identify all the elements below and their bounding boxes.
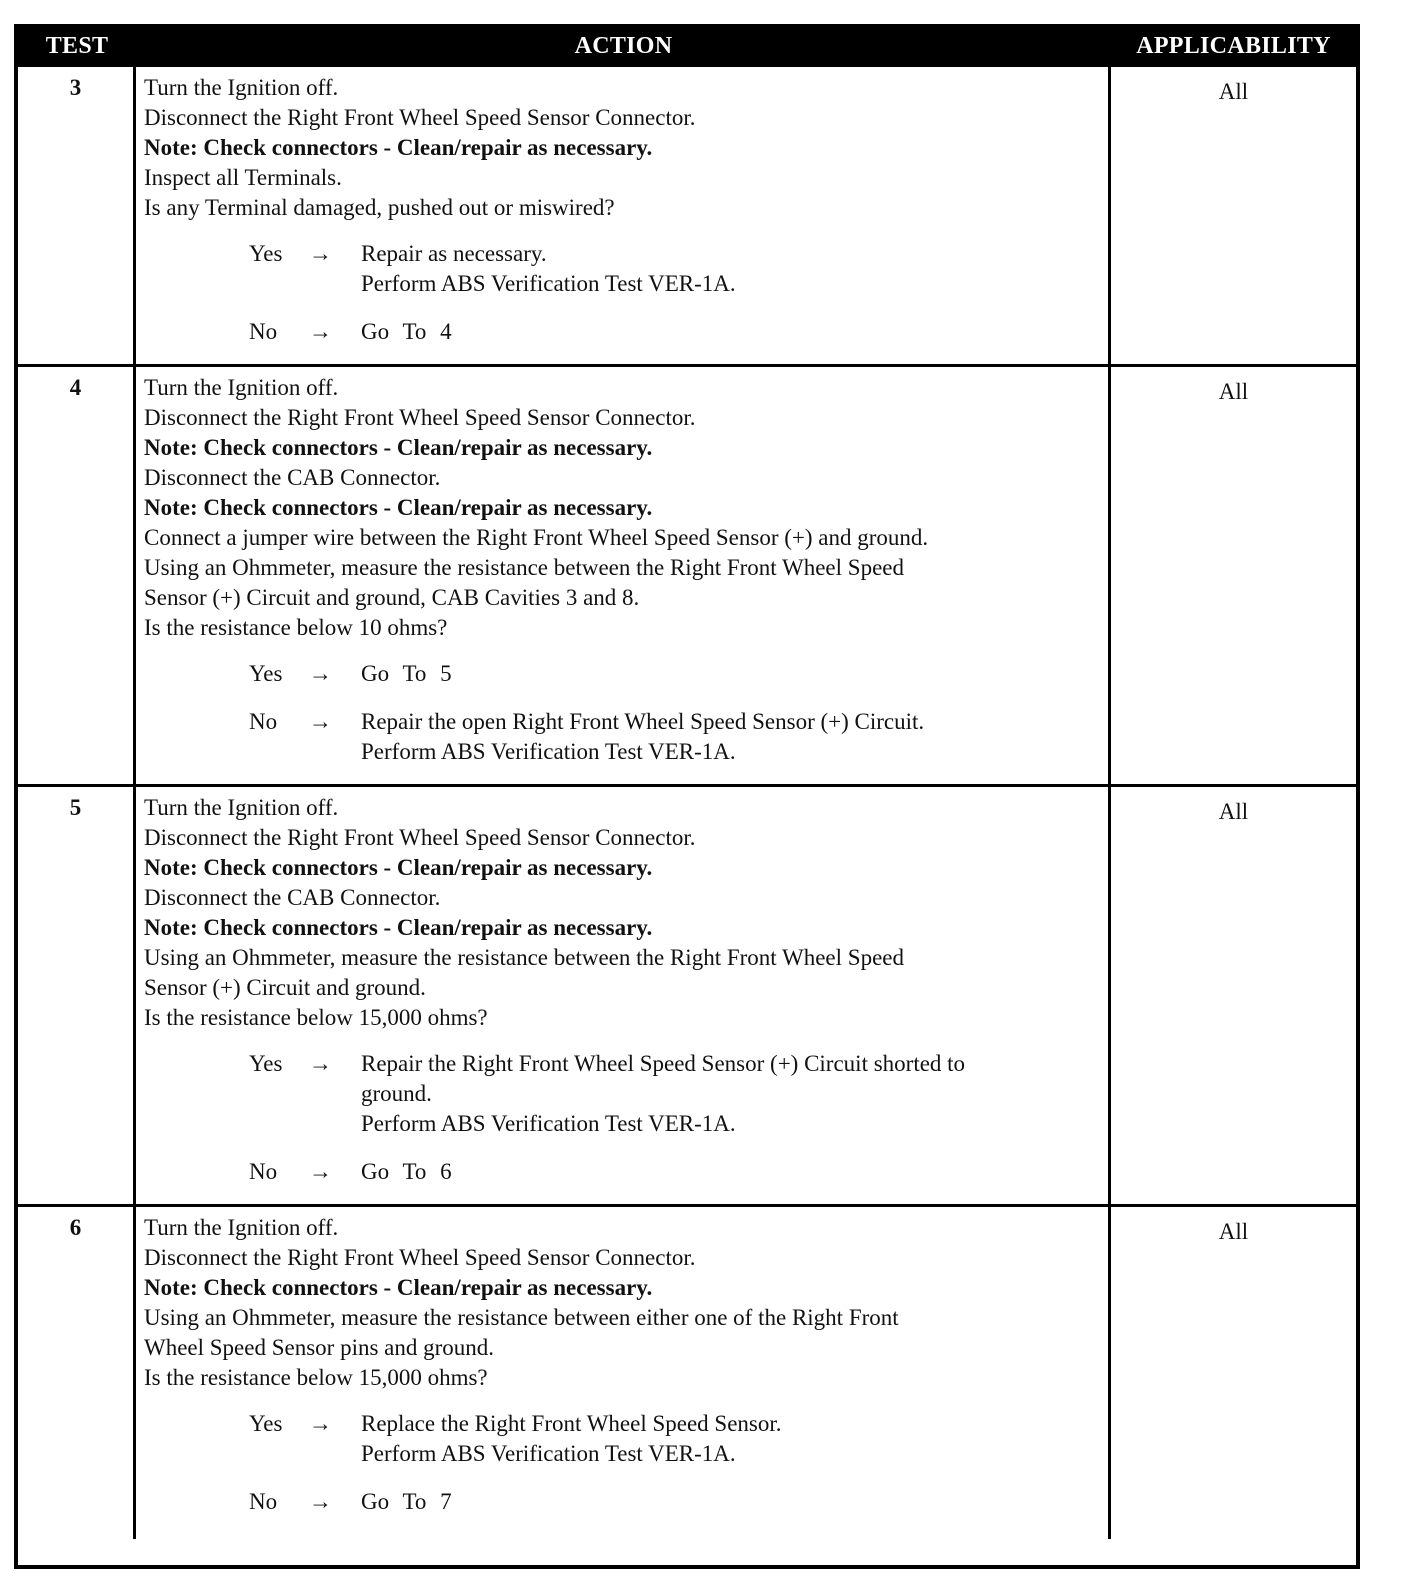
arrow-right-icon: →	[309, 1489, 332, 1514]
arrow-right-icon: →	[309, 709, 332, 734]
answer-label: No	[249, 709, 278, 734]
yes-choice	[249, 1409, 1100, 1469]
result-text	[361, 659, 452, 689]
test-number: 5	[18, 787, 136, 1204]
result-line: Go To 5	[361, 661, 452, 686]
no-choice	[249, 707, 1100, 767]
applicability-cell: All	[1218, 1219, 1249, 1244]
yes-choice	[249, 1049, 1100, 1139]
result-line: Go To 6	[361, 1159, 452, 1184]
answer-label: Yes	[249, 1051, 283, 1076]
note-line: Note: Check connectors - Clean/repair as necessary.	[144, 435, 653, 460]
arrow-right-icon: →	[309, 661, 332, 686]
table-header	[18, 28, 1356, 64]
instruction-line: Sensor (+) Circuit and ground.	[144, 975, 426, 1000]
table-body	[18, 64, 1356, 1539]
instruction-line: Disconnect the CAB Connector.	[144, 885, 441, 910]
answer-label: Yes	[249, 1411, 283, 1436]
no-choice	[249, 1487, 1100, 1517]
action-cell	[136, 67, 1111, 364]
diagnostic-table	[14, 24, 1360, 1569]
result-line: Repair the Right Front Wheel Speed Sensor (+) Circuit shorted to	[361, 1051, 966, 1076]
table-row	[18, 364, 1356, 784]
instruction-line: Turn the Ignition off.	[144, 795, 339, 820]
result-text	[361, 1157, 452, 1187]
instruction-line: Disconnect the Right Front Wheel Speed Sensor Connector.	[144, 1245, 696, 1270]
note-line: Note: Check connectors - Clean/repair as necessary.	[144, 915, 653, 940]
arrow-right-icon: →	[309, 241, 332, 266]
answer-label: No	[249, 1489, 278, 1514]
instruction-line: Is any Terminal damaged, pushed out or miswired?	[144, 195, 615, 220]
yes-choice	[249, 239, 1100, 299]
answer-label: No	[249, 1159, 278, 1184]
applicability-cell: All	[1218, 79, 1249, 104]
note-line: Note: Check connectors - Clean/repair as necessary.	[144, 1275, 653, 1300]
answer-label: No	[249, 319, 278, 344]
result-text	[361, 707, 924, 767]
instruction-line: Connect a jumper wire between the Right Front Wheel Speed Sensor (+) and ground.	[144, 525, 929, 550]
instruction-line: Sensor (+) Circuit and ground, CAB Cavities 3 and 8.	[144, 585, 640, 610]
instruction-line: Using an Ohmmeter, measure the resistance between the Right Front Wheel Speed	[144, 945, 904, 970]
decision-choices	[144, 659, 1100, 767]
instruction-line: Using an Ohmmeter, measure the resistance between either one of the Right Front	[144, 1305, 899, 1330]
decision-choices	[144, 1409, 1100, 1517]
instruction-line: Turn the Ignition off.	[144, 1215, 339, 1240]
result-line: Repair the open Right Front Wheel Speed Sensor (+) Circuit.	[361, 709, 925, 734]
arrow-right-icon: →	[309, 319, 332, 344]
action-cell	[136, 1207, 1111, 1539]
result-text	[361, 1049, 965, 1139]
table-row	[18, 784, 1356, 1204]
no-choice	[249, 317, 1100, 347]
action-cell	[136, 367, 1111, 784]
result-text	[361, 317, 452, 347]
instruction-line: Wheel Speed Sensor pins and ground.	[144, 1335, 495, 1360]
arrow-right-icon: →	[309, 1411, 332, 1436]
instruction-line: Is the resistance below 10 ohms?	[144, 615, 448, 640]
instruction-line: Disconnect the CAB Connector.	[144, 465, 441, 490]
result-line: Perform ABS Verification Test VER-1A.	[361, 1441, 736, 1466]
header-applicability: APPLICABILITY	[1136, 32, 1331, 59]
instruction-line: Disconnect the Right Front Wheel Speed Sensor Connector.	[144, 405, 696, 430]
instruction-line: Is the resistance below 15,000 ohms?	[144, 1005, 488, 1030]
result-line: Go To 4	[361, 319, 452, 344]
result-line: Perform ABS Verification Test VER-1A.	[361, 271, 736, 296]
table-row	[18, 1204, 1356, 1539]
decision-choices	[144, 239, 1100, 347]
applicability-cell: All	[1218, 799, 1249, 824]
result-line: Replace the Right Front Wheel Speed Sensor.	[361, 1411, 782, 1436]
test-number: 6	[18, 1207, 136, 1539]
arrow-right-icon: →	[309, 1159, 332, 1184]
header-action: ACTION	[574, 32, 673, 59]
applicability-cell: All	[1218, 379, 1249, 404]
test-number: 3	[18, 67, 136, 364]
instruction-line: Turn the Ignition off.	[144, 75, 339, 100]
result-line: Perform ABS Verification Test VER-1A.	[361, 1111, 736, 1136]
result-text	[361, 1409, 782, 1469]
decision-choices	[144, 1049, 1100, 1187]
answer-label: Yes	[249, 241, 283, 266]
instruction-line: Inspect all Terminals.	[144, 165, 342, 190]
note-line: Note: Check connectors - Clean/repair as necessary.	[144, 855, 653, 880]
yes-choice	[249, 659, 1100, 689]
result-line: Perform ABS Verification Test VER-1A.	[361, 739, 736, 764]
instruction-line: Turn the Ignition off.	[144, 375, 339, 400]
instruction-line: Disconnect the Right Front Wheel Speed Sensor Connector.	[144, 825, 696, 850]
instruction-line: Is the resistance below 15,000 ohms?	[144, 1365, 488, 1390]
result-line: Go To 7	[361, 1489, 452, 1514]
test-number: 4	[18, 367, 136, 784]
arrow-right-icon: →	[309, 1051, 332, 1076]
note-line: Note: Check connectors - Clean/repair as necessary.	[144, 135, 653, 160]
note-line: Note: Check connectors - Clean/repair as necessary.	[144, 495, 653, 520]
result-line: Repair as necessary.	[361, 241, 547, 266]
header-test: TEST	[45, 32, 109, 59]
result-text	[361, 239, 736, 299]
action-cell	[136, 787, 1111, 1204]
table-row	[18, 64, 1356, 364]
instruction-line: Disconnect the Right Front Wheel Speed Sensor Connector.	[144, 105, 696, 130]
result-line: ground.	[361, 1081, 432, 1106]
no-choice	[249, 1157, 1100, 1187]
answer-label: Yes	[249, 661, 283, 686]
instruction-line: Using an Ohmmeter, measure the resistance between the Right Front Wheel Speed	[144, 555, 904, 580]
result-text	[361, 1487, 452, 1517]
